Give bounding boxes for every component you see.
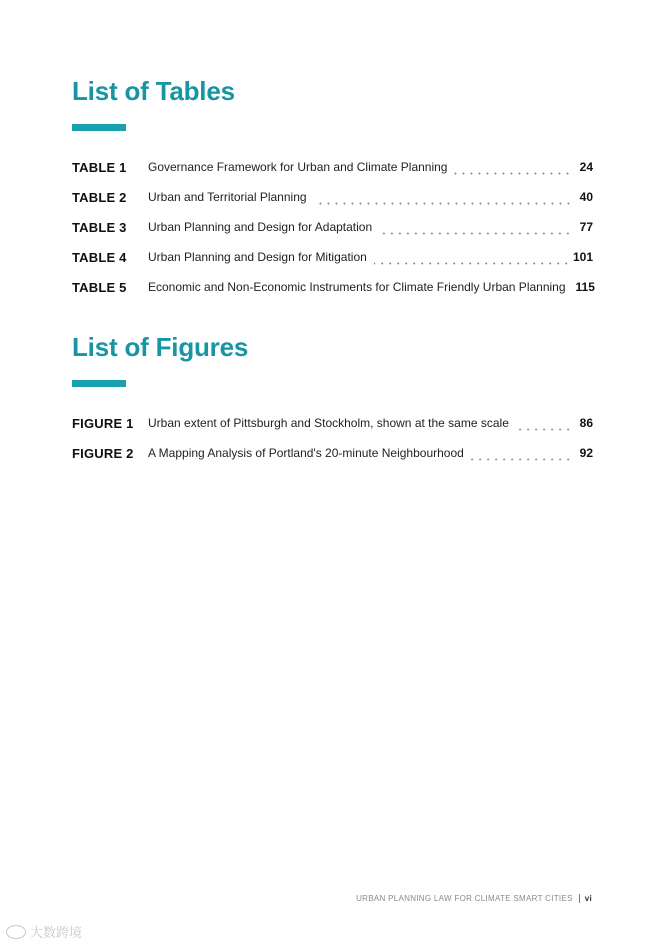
dot-leader [471,449,572,461]
entry-title: Urban Planning and Design for Mitigation [148,250,367,264]
entry-label: TABLE 1 [72,159,127,175]
entry-title: Economic and Non-Economic Instruments for Climate Friendly Urban Planning [148,280,566,294]
entry-label: TABLE 3 [72,219,127,235]
entry-page-number: 92 [579,446,593,460]
tables-heading: List of Tables [72,76,235,106]
tables-heading-underline [72,124,126,131]
entry-title: Urban extent of Pittsburgh and Stockholm, shown at the same scale [148,416,509,430]
entry-label: FIGURE 2 [72,445,134,461]
watermark-text: 大数跨境 [30,926,83,941]
entry-title: Urban Planning and Design for Adaptation [148,220,373,234]
dot-leader [374,253,570,265]
entry-label: TABLE 5 [72,279,127,295]
watermark [6,922,82,941]
entry-label: TABLE 4 [72,249,127,265]
entry-title: Governance Framework for Urban and Climate Planning [148,160,448,174]
page-footer [356,894,592,903]
entry-page-number: 86 [579,416,593,430]
dot-leader [379,223,572,235]
watermark-logo-icon [6,925,26,939]
dot-leader [454,163,572,175]
entry-page-number: 24 [579,160,593,174]
figure-entry[interactable] [72,438,593,468]
figures-heading-underline [72,380,126,387]
figures-heading: List of Figures [72,332,249,362]
footer-page-number: vi [584,894,592,903]
table-entry[interactable] [72,272,593,302]
figures-list [72,408,593,468]
table-entry[interactable] [72,152,593,182]
table-entry[interactable] [72,242,593,272]
entry-page-number: 40 [579,190,593,204]
footer-separator [579,894,580,903]
footer-running-title: URBAN PLANNING LAW FOR CLIMATE SMART CITIES [356,894,573,903]
entry-page-number: 115 [575,280,595,294]
entry-page-number: 77 [579,220,593,234]
figure-entry[interactable] [72,408,593,438]
entry-label: FIGURE 1 [72,415,134,431]
table-entry[interactable] [72,212,593,242]
dot-leader [314,193,572,205]
tables-list [72,152,593,302]
dot-leader [516,419,572,431]
entry-page-number: 101 [572,250,593,264]
entry-title: Urban and Territorial Planning [148,190,307,204]
table-entry[interactable] [72,182,593,212]
entry-title: A Mapping Analysis of Portland's 20-minute Neighbourhood [148,446,464,460]
entry-label: TABLE 2 [72,189,127,205]
